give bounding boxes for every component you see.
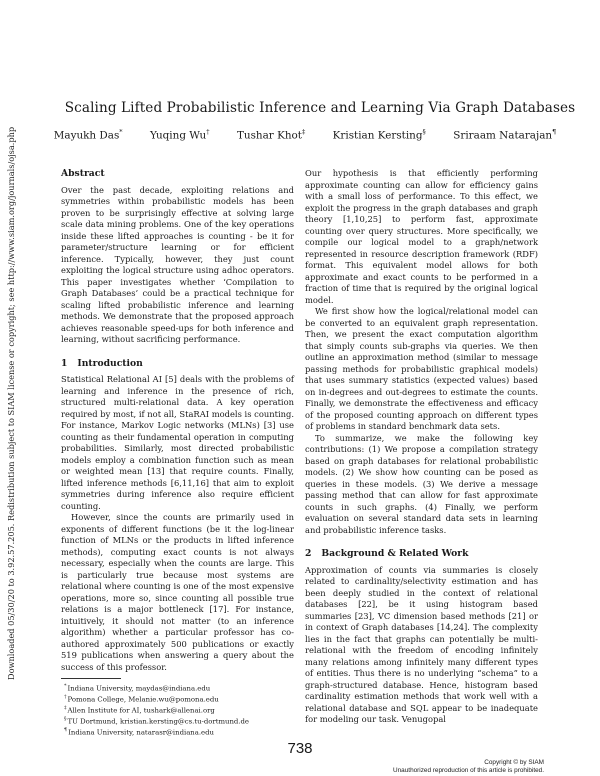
abstract-heading: Abstract xyxy=(61,168,105,179)
footnote-rule xyxy=(61,678,121,679)
footnote: §TU Dortmund, kristian.kersting@cs.tu-dortmund.de xyxy=(64,716,249,726)
download-notice-text: Downloaded 05/30/20 to 3.92.57.205. Redistribution subject to SIAM license or copyright; see http://www.siam.org/journals/ojsa.php xyxy=(6,126,16,680)
author: Sriraam Natarajan¶ xyxy=(453,128,557,142)
footnote: ‡Allen Institute for AI, tushark@allenai.org xyxy=(64,705,215,715)
section-1-heading: 1 Introduction xyxy=(61,357,143,369)
footnote: †Pomona College, Melanie.wu@pomona.edu xyxy=(64,694,219,704)
download-side-note xyxy=(6,100,16,680)
author: Kristian Kersting§ xyxy=(332,128,426,142)
paper-title: Scaling Lifted Probabilistic Inference and Learning Via Graph Databases xyxy=(64,100,576,116)
copyright-line: Copyright © by SIAM xyxy=(484,759,544,766)
right-column xyxy=(305,168,538,726)
author-list xyxy=(40,128,570,141)
intro-paragraph: To summarize, we make the following key contributions: (1) We propose a compilation strategy based on graph databases for relational probabilistic models. (2) We show how counting can be posed as queries in these models. (3) We derive a message passing method that can allow for fast approximate counts in such graphs. (4) Finally, we perform evaluation on several standard data sets in learning and probabilistic inference tasks. xyxy=(305,432,538,535)
page-number: 738 xyxy=(287,740,313,757)
section-2-heading: 2 Background & Related Work xyxy=(305,548,469,559)
footnote: ¶Indiana University, natarasr@indiana.edu xyxy=(64,727,214,737)
author: Tushar Khot‡ xyxy=(236,128,306,142)
left-column xyxy=(61,168,294,673)
footnote: *Indiana University, maydas@indiana.edu xyxy=(64,683,211,693)
author: Mayukh Das* xyxy=(53,128,123,142)
intro-paragraph: We first show how the logical/relational model can be converted to an equivalent graph representation. Then, we present the exact computation algorithm that simply counts sub-graphs via queries. We then outline an approximation method (similar to message passing methods for probabilistic graphical models) that uses summary statistics (expected values) based on in-degrees and out-degrees to estimate the counts. Finally, we demonstrate the effectiveness and efficacy of the proposed counting approach on different types of problems in standard benchmark data sets. xyxy=(305,306,538,431)
intro-paragraph: Our hypothesis is that efficiently performing approximate counting can allow for efficiency gains with a small loss of performance. To this effect, we exploit the progress in the graph databases and graph theory [1,10,25] to perform fast, approximate counting over query structures. More specifically, we compile our logical model to a graph/network represented in resource description framework (RDF) format. This equivalent model allows for both approximate and exact counts to be performed in a fraction of time that is required by the original logical model. xyxy=(305,168,538,305)
intro-paragraph: Statistical Relational AI [5] deals with the problems of learning and inference in the presence of rich, structured multi-relational data. A key operation required by most, if not all, StaRAI models is counting. For instance, Markov Logic networks (MLNs) [3] use counting as their fundamental operation in computing probabilities. Similarly, most directed probabilistic models employ a combination function such as mean or weighted mean [13] that require counts. Finally, lifted inference methods [6,11,16] that aim to exploit symmetries during inference also require efficient counting. xyxy=(61,374,294,511)
intro-paragraph: However, since the counts are primarily used in exponents of different functions (be it the log-linear function of MLNs or the products in lifted inference methods), computing exact counts is not always necessary, especially when the counts are large. This is particularly true because most systems are relational where counting is one of the most expensive operations, more so, since counting all possible true relations is a major bottleneck [17]. For instance, intuitively, it should not matter (to an inference algorithm) whether a particular professor has co-authored approximately 500 publications or exactly 519 publications when answering a query about the success of this professor. xyxy=(61,512,294,672)
copyright-line: Unauthorized reproduction of this article is prohibited. xyxy=(393,767,544,775)
copyright-notice xyxy=(393,759,544,776)
author: Yuqing Wu† xyxy=(150,128,210,142)
footnotes xyxy=(64,682,304,737)
abstract-text: Over the past decade, exploiting relations and symmetries within probabilistic models has been proven to be surprisingly effective at solving large scale data mining problems. One of the key operations inside these lifted approaches is counting - be it for parameter/structure learning or for efficient inference. Typically, however, they just count exploiting the logical structure using adhoc operators. This paper investigates whether ‘Compilation to Graph Databases’ could be a practical technique for scaling lifted probabilistic inference and learning methods. We demonstrate that the proposed approach achieves reasonable speed-ups for both inference and learning, without sacrificing performance. xyxy=(61,184,294,344)
background-paragraph: Approximation of counts via summaries is closely related to cardinality/selectivity estimation and has been deeply studied in the context of relational databases [22], be it using histogram based summaries [23], VC dimension based methods [21] or in context of Graph databases [14,24]. The complexity lies in the fact that graphs can potentially be multi-relational with the freedom of encoding infinitely many relations among infinitely many different types of entities. Thus there is no underlying “schema” to a graph-structured database. Hence, histogram based cardinality estimation methods that work well with a relational database and SQL appear to be inadequate for modeling our task. Venugopal xyxy=(305,564,538,724)
